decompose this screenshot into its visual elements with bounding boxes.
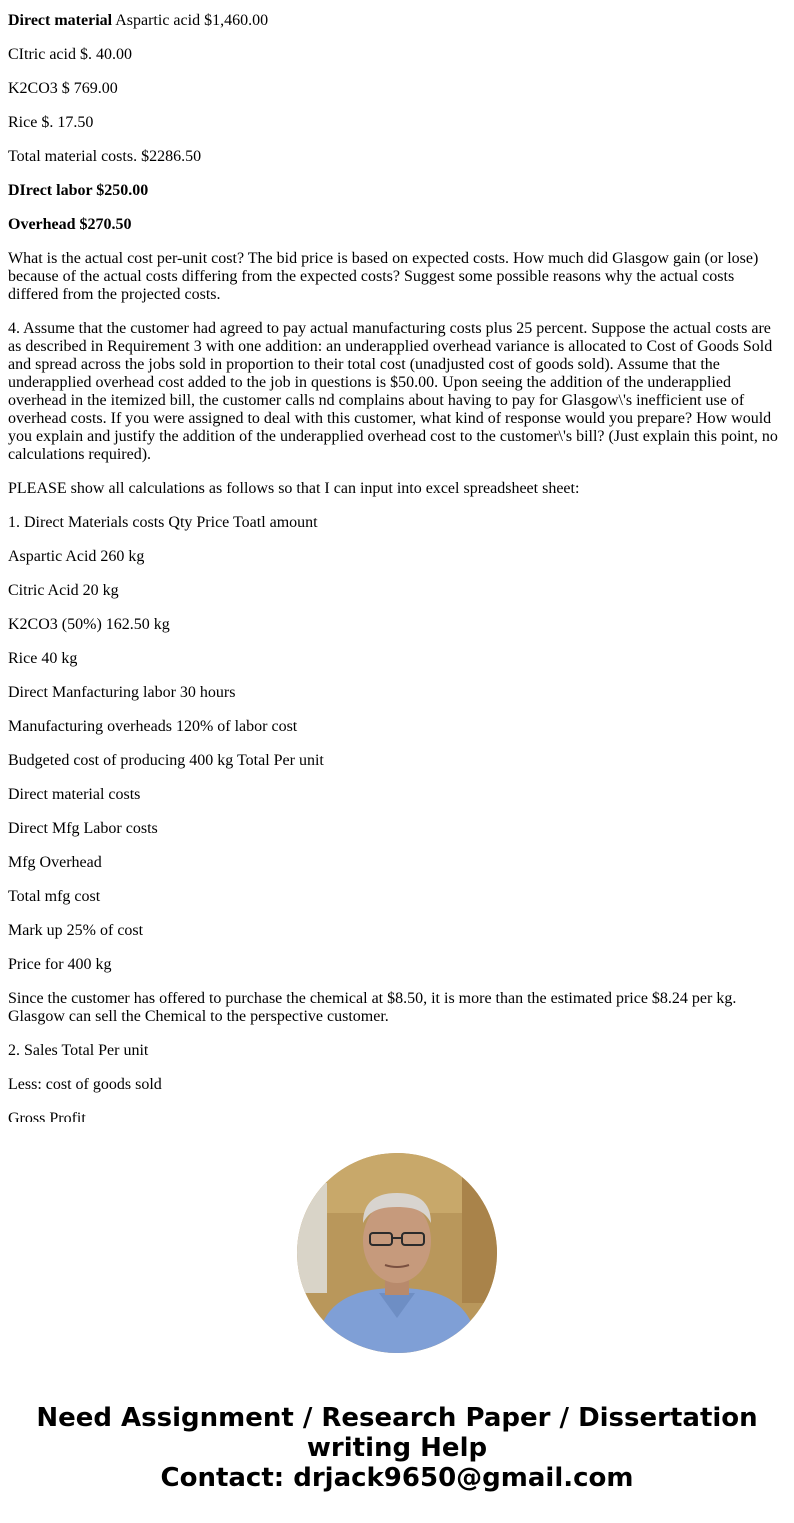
calc-line: Direct Manfacturing labor 30 hours [8, 684, 236, 701]
k2co3-cost: K2CO3 $ 769.00 [8, 80, 118, 97]
author-avatar [297, 1153, 497, 1353]
overhead-cost: Overhead $270.50 [8, 216, 132, 233]
calc-line: Rice 40 kg [8, 650, 78, 667]
author-portrait-image [297, 1153, 497, 1353]
question-4-paragraph: 4. Assume that the customer had agreed to pay actual manufacturing costs plus 25 percent. Suppose the actual costs are as described in Requirement 3 with one addition: an underapplied overhead variance is allocated to Cost of Goods Sold and spread across the jobs sold in proportion to their total cost (unadjusted cost of goods sold). Assume that the underapplied overhead cost added to the job in questions is $50.00. Upon seeing the addition of the underapplied overhead in the itemized bill, the customer calls nd complains about having to pay for Glasgow\'s inefficient use of overhead costs. If you were assigned to deal with this customer, what kind of response would you prepare? How would you explain and justify the addition of the underapplied overhead cost to the customer\'s bill? (Just explain this point, no calculations required). [8, 320, 778, 463]
aspartic-acid-cost: Aspartic acid $1,460.00 [115, 12, 269, 29]
calc-line: Total mfg cost [8, 888, 101, 905]
calc-line: 1. Direct Materials costs Qty Price Toatl amount [8, 514, 318, 531]
direct-material-heading: Direct material [8, 12, 113, 29]
direct-material-line [8, 12, 780, 30]
calc-line: Citric Acid 20 kg [8, 582, 119, 599]
calc-line: Direct material costs [8, 786, 141, 803]
instruction-paragraph: PLEASE show all calculations as follows so that I can input into excel spreadsheet sheet: [8, 480, 580, 497]
overhead-line [8, 216, 780, 234]
citric-acid-cost: CItric acid $. 40.00 [8, 46, 132, 63]
direct-labor-cost: DIrect labor $250.00 [8, 182, 149, 199]
sales-line: Less: cost of goods sold [8, 1076, 162, 1093]
banner-line-2: writing Help [306, 1433, 488, 1463]
document-body [8, 0, 780, 1122]
conclusion-paragraph: Since the customer has offered to purchase the chemical at $8.50, it is more than the estimated price $8.24 per kg. Glasgow can sell the Chemical to the perspective customer. [8, 990, 737, 1025]
calc-line: Manufacturing overheads 120% of labor cost [8, 718, 298, 735]
direct-labor-line [8, 182, 780, 200]
question-3-paragraph: What is the actual cost per-unit cost? The bid price is based on expected costs. How much did Glasgow gain (or lose) because of the actual costs differing from the expected costs? Suggest some possible reasons why the actual costs differed from the projected costs. [8, 250, 759, 303]
calc-line: K2CO3 (50%) 162.50 kg [8, 616, 170, 633]
contact-banner [0, 1403, 794, 1493]
sales-line: Gross Profit [8, 1110, 86, 1122]
calc-line: Budgeted cost of producing 400 kg Total Per unit [8, 752, 324, 769]
calc-line: Aspartic Acid 260 kg [8, 548, 145, 565]
banner-line-1: Need Assignment / Research Paper / Dissertation [36, 1403, 758, 1433]
calc-line: Direct Mfg Labor costs [8, 820, 158, 837]
calc-line: Mfg Overhead [8, 854, 102, 871]
total-material-cost: Total material costs. $2286.50 [8, 148, 202, 165]
contact-email-line: Contact: drjack9650@gmail.com [160, 1463, 634, 1493]
calc-line: Mark up 25% of cost [8, 922, 144, 939]
calc-line: Price for 400 kg [8, 956, 112, 973]
rice-cost: Rice $. 17.50 [8, 114, 94, 131]
sales-line: 2. Sales Total Per unit [8, 1042, 149, 1059]
